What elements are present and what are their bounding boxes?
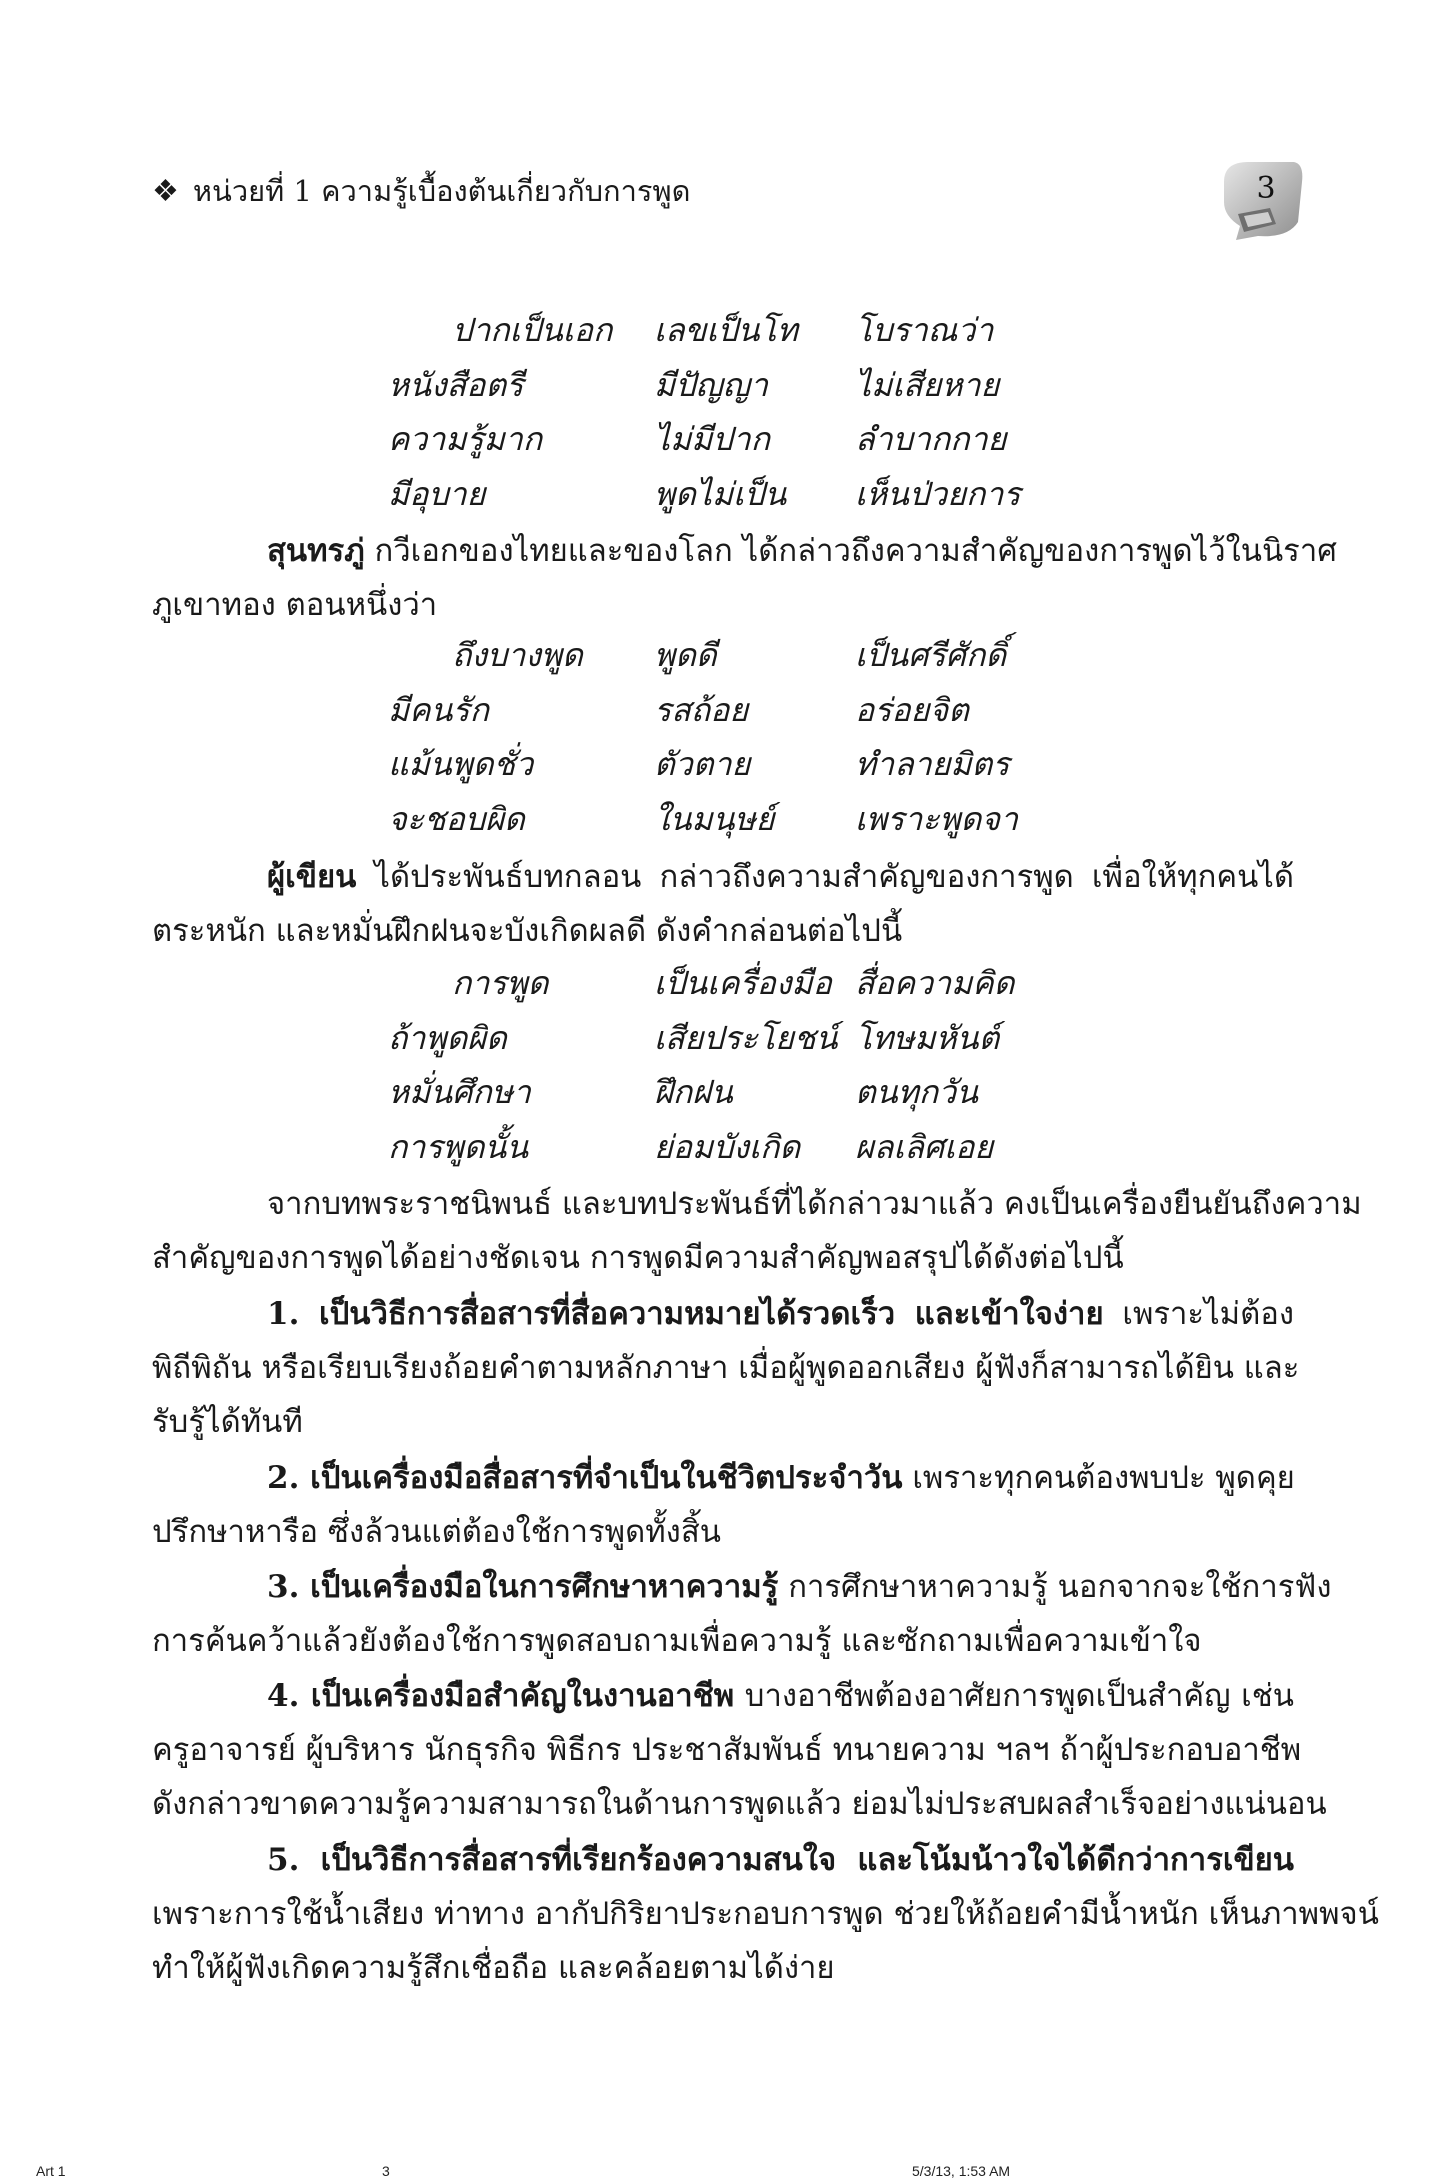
paragraph-summary: จากบทพระราชนิพนธ์ และบทประพันธ์ที่ได้กล่าวมาแล้ว คงเป็นเครื่องยืนยันถึงความ สำคัญของการพูดได้อย่างชัดเจน การพูดมีความสำคัญพอสรุปได้ดังต่อไปนี้ — [152, 1186, 1362, 1276]
paragraph-sunthorn: สุนทรภู่ กวีเอกของไทยและของโลก ได้กล่าวถึงความสำคัญของการพูดไว้ในนิราศ ภูเขาทอง ตอนหนึ่งว่า — [152, 533, 1337, 623]
footer-left: Art 1 — [36, 2163, 66, 2179]
item-2: 2. เป็นเครื่องมือสื่อสารที่จำเป็นในชีวิตประจำวัน เพราะทุกคนต้องพบปะ พูดคุย ปรึกษาหารือ ซึ่งล้วนแต่ต้องใช้การพูดทั้งสิ้น — [152, 1460, 1295, 1550]
page-number-badge-icon — [1218, 152, 1308, 244]
diamond-bullet-icon: ❖ — [152, 173, 179, 209]
item-4: 4. เป็นเครื่องมือสำคัญในงานอาชีพ บางอาชีพต้องอาศัยการพูดเป็นสำคัญ เช่น ครูอาจารย์ ผู้บริหาร นักธุรกิจ พิธีกร ประชาสัมพันธ์ ทนายความ ฯลฯ ถ้าผู้ประกอบอาชีพ ดังกล่าวขาดความรู้ความสามารถในด้านการพูดแล้ว ย่อมไม่ประสบผลสำเร็จอย่างแน่นอน — [152, 1678, 1327, 1822]
page-number: 3 — [1256, 171, 1276, 206]
unit-title: หน่วยที่ 1 ความรู้เบื้องต้นเกี่ยวกับการพูด — [192, 174, 691, 208]
item-3: 3. เป็นเครื่องมือในการศึกษาหาความรู้ การศึกษาหาความรู้ นอกจากจะใช้การฟัง การค้นคว้าแล้วยังต้องใช้การพูดสอบถามเพื่อความรู้ และซักถามเพื่อความเข้าใจ — [152, 1569, 1332, 1659]
paragraph-author: ผู้เขียน ได้ประพันธ์บทกลอน กล่าวถึงความสำคัญของการพูด เพื่อให้ทุกคนได้ ตระหนัก และหมั่นฝึกฝนจะบังเกิดผลดี ดังคำกล่อนต่อไปนี้ — [152, 859, 1294, 949]
unit-header — [152, 168, 690, 214]
footer-timestamp: 5/3/13, 1:53 AM — [912, 2163, 1011, 2179]
footer-center: 3 — [382, 2163, 390, 2179]
item-5: 5. เป็นวิธีการสื่อสารที่เรียกร้องความสนใจ และโน้มน้าวใจได้ดีกว่าการเขียน เพราะการใช้น้ำเสียง ท่าทาง อากัปกิริยาประกอบการพูด ช่วยให้ถ้อยคำมีน้ำหนัก เห็นภาพพจน์ ทำให้ผู้ฟังเกิดความรู้สึกเชื่อถือ และคล้อยตามได้ง่าย — [152, 1842, 1379, 1986]
item-1: 1. เป็นวิธีการสื่อสารที่สื่อความหมายได้รวดเร็ว และเข้าใจง่าย เพราะไม่ต้อง พิถีพิถัน หรือเรียบเรียงถ้อยคำตามหลักภาษา เมื่อผู้พูดออกเสียง ผู้ฟังก็สามารถได้ยิน และ รับรู้ได้ทันที — [152, 1296, 1300, 1440]
